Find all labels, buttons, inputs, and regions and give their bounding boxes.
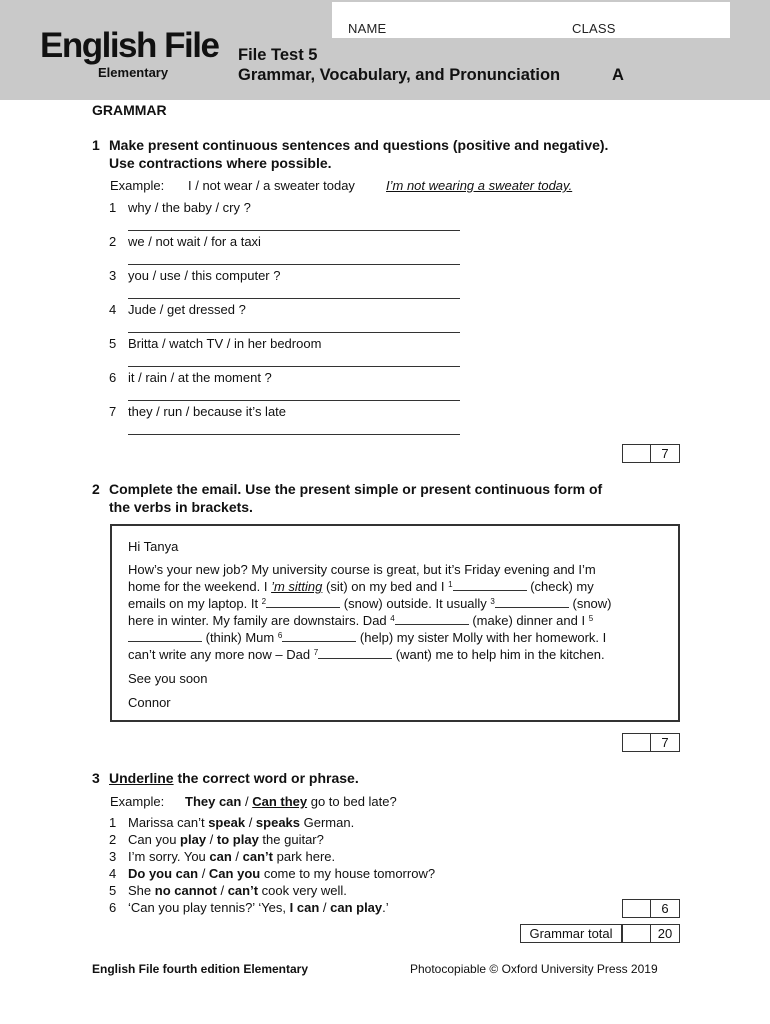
email-signature: Connor	[128, 695, 171, 710]
q3-example	[185, 793, 397, 810]
email-example-answer: ’m sitting	[271, 579, 323, 594]
q3-item-number: 5	[109, 883, 117, 898]
logo: English File	[40, 26, 219, 65]
header-band	[0, 0, 770, 100]
q2-score: 7	[661, 735, 669, 750]
q1-item-prompt: Britta / watch TV / in her bedroom	[128, 336, 322, 351]
gap-2[interactable]	[266, 596, 340, 608]
q1-number: 1	[92, 137, 100, 153]
q1-instruction	[92, 136, 608, 172]
email-text: (sit) on my bed and I	[322, 579, 449, 594]
test-title: File Test 5	[238, 46, 318, 64]
separator: /	[241, 794, 253, 809]
q1-item-number: 5	[109, 336, 117, 351]
email-text: here in winter. My family are downstairs. Dad	[128, 613, 391, 628]
email-text: (check) my	[526, 579, 594, 594]
footer-left: English File fourth edition Elementary	[92, 962, 309, 976]
q3-item-number: 6	[109, 900, 117, 915]
email-text: (snow) outside. It usually	[340, 596, 491, 611]
name-label: NAME	[348, 21, 387, 36]
q3-item-number: 1	[109, 815, 117, 830]
gap-5[interactable]	[128, 630, 202, 642]
gap-number: 7	[313, 648, 319, 657]
answer-line[interactable]	[128, 216, 460, 231]
q1-item-number: 3	[109, 268, 117, 283]
q1-item-prompt: Jude / get dressed ?	[128, 302, 246, 317]
q1-example-label: Example:	[110, 178, 165, 193]
q1-item-prompt: you / use / this computer ?	[128, 268, 281, 283]
q2-instruction	[92, 480, 602, 516]
option-a[interactable]: speak	[208, 815, 246, 830]
q3-score-box[interactable]	[622, 899, 680, 918]
test-subtitle: Grammar, Vocabulary, and Pronunciation	[238, 66, 561, 84]
option-b[interactable]: can’t	[227, 883, 259, 898]
email-text: (make) dinner and I	[468, 613, 589, 628]
q1-item-number: 4	[109, 302, 117, 317]
email-text: (think) Mum	[202, 630, 278, 645]
gap-3[interactable]	[495, 596, 569, 608]
email-body	[128, 561, 612, 663]
answer-line[interactable]	[128, 352, 460, 367]
option-b[interactable]: Can you	[208, 866, 261, 881]
q1-item-number: 6	[109, 370, 117, 385]
q3-instruction-rest: the correct word or phrase.	[173, 770, 359, 786]
logo-subtitle: Elementary	[98, 65, 169, 80]
option-a[interactable]: I can	[289, 900, 320, 915]
q1-item-number: 2	[109, 234, 117, 249]
q1-item-prompt: why / the baby / cry ?	[128, 200, 251, 215]
q3-item: ‘Can you play tennis?’ ‘Yes, I can / can play.’	[128, 900, 389, 915]
q2-instruction-line2: the verbs in brackets.	[109, 499, 253, 515]
gap-number: 2	[261, 597, 267, 606]
q1-instruction-line2: Use contractions where possible.	[109, 155, 332, 171]
q1-item-prompt: we / not wait / for a taxi	[128, 234, 261, 249]
q1-instruction-line1: Make present continuous sentences and questions (positive and negative).	[109, 137, 609, 153]
answer-line[interactable]	[128, 318, 460, 333]
footer-right: Photocopiable © Oxford University Press 2019	[410, 962, 658, 976]
gap-number: 1	[448, 580, 453, 589]
email-text: (want) me to help him in the kitchen.	[392, 647, 605, 662]
q3-item: Can you play / to play the guitar?	[128, 832, 324, 847]
answer-line[interactable]	[128, 386, 460, 401]
gap-number: 6	[277, 631, 283, 640]
email-line: How’s your new job? My university course is great, but it’s Friday evening and I’m	[128, 562, 596, 577]
example-text: go to bed late?	[307, 794, 397, 809]
option-b[interactable]: speaks	[255, 815, 301, 830]
email-closing: See you soon	[128, 671, 208, 686]
option-b[interactable]: can play	[330, 900, 383, 915]
grammar-total-label: Grammar total	[520, 924, 622, 943]
q1-item-prompt: it / rain / at the moment ?	[128, 370, 272, 385]
q3-instruction	[92, 769, 359, 787]
class-label: CLASS	[572, 21, 616, 36]
q3-item-number: 2	[109, 832, 117, 847]
name-class-box	[332, 2, 730, 38]
grammar-total-box[interactable]	[622, 924, 680, 943]
option-underlined: Can they	[252, 794, 308, 809]
section-title: GRAMMAR	[92, 102, 167, 118]
test-version: A	[612, 66, 624, 84]
q2-instruction-line1: Complete the email. Use the present simple or present continuous form of	[109, 481, 603, 497]
email-box	[110, 524, 680, 722]
gap-number: 3	[490, 597, 495, 606]
q1-item-prompt: they / run / because it’s late	[128, 404, 287, 419]
option-a[interactable]: can	[209, 849, 232, 864]
answer-line[interactable]	[128, 284, 460, 299]
q3-item: She no cannot / can’t cook very well.	[128, 883, 347, 898]
answer-line[interactable]	[128, 250, 460, 265]
grammar-total-value: 20	[657, 926, 673, 941]
option-a[interactable]: no cannot	[154, 883, 217, 898]
email-text: home for the weekend. I	[128, 579, 272, 594]
q1-score-box[interactable]	[622, 444, 680, 463]
email-text: can’t write any more now – Dad	[128, 647, 314, 662]
q3-number: 3	[92, 770, 100, 786]
option-a[interactable]: play	[180, 832, 207, 847]
q3-example-label: Example:	[110, 794, 165, 809]
gap-1[interactable]	[453, 579, 527, 591]
q1-item-number: 7	[109, 404, 117, 419]
q2-number: 2	[92, 481, 100, 497]
q1-score: 7	[661, 446, 669, 461]
option-a[interactable]: Do you can	[128, 866, 199, 881]
q3-item: Marissa can’t speak / speaks German.	[128, 815, 355, 830]
q1-example-answer: I’m not wearing a sweater today.	[386, 178, 573, 193]
gap-number: 4	[390, 614, 395, 623]
email-greeting: Hi Tanya	[128, 539, 179, 554]
email-text: (snow)	[568, 596, 612, 611]
q1-example-prompt: I / not wear / a sweater today	[188, 178, 355, 193]
option: They can	[185, 794, 242, 809]
gap-7[interactable]	[318, 647, 392, 659]
q1-item-number: 1	[109, 200, 117, 215]
email-text: emails on my laptop. It	[128, 596, 262, 611]
q3-instruction-underlined: Underline	[109, 770, 174, 786]
option-b[interactable]: can’t	[242, 849, 273, 864]
q3-item-number: 3	[109, 849, 117, 864]
email-text: (help) my sister Molly with her homework. I	[356, 630, 607, 645]
option-b[interactable]: to play	[216, 832, 259, 847]
answer-line[interactable]	[128, 420, 460, 435]
gap-number: 5	[588, 614, 594, 623]
q2-score-box[interactable]	[622, 733, 680, 752]
q3-item: I’m sorry. You can / can’t park here.	[128, 849, 336, 864]
q3-score: 6	[661, 901, 669, 916]
q3-item-number: 4	[109, 866, 117, 881]
q3-item: Do you can / Can you come to my house tomorrow?	[128, 866, 436, 881]
gap-6[interactable]	[282, 630, 356, 642]
gap-4[interactable]	[395, 613, 469, 625]
